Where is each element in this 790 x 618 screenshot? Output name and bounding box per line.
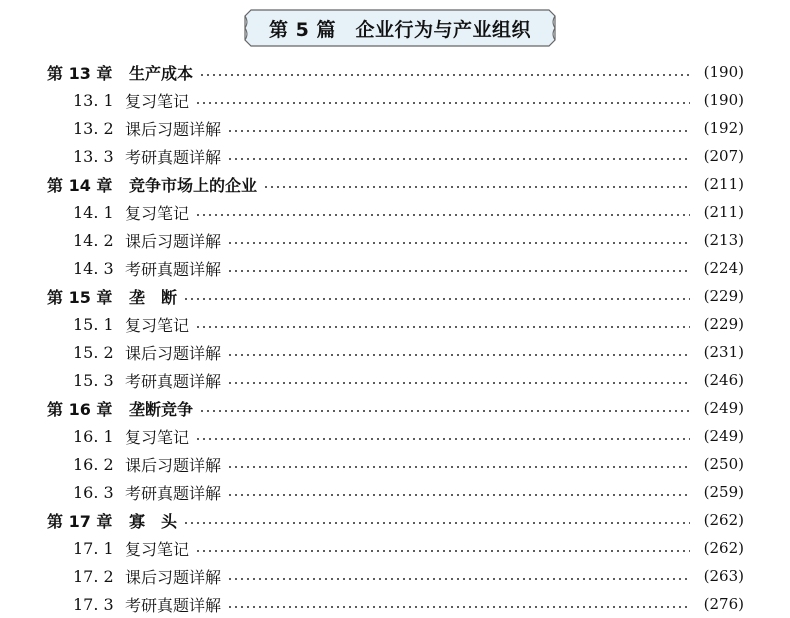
toc-chapter-row[interactable] [0,282,790,310]
dot-leader [227,158,690,160]
toc-entry-number: 16. 2 [73,454,114,474]
toc-entry-title: 课后习题详解 [125,231,222,251]
toc-entry-number: 第 13 章 [47,63,113,83]
toc-entry-number: 第 17 章 [47,511,113,531]
toc-chapter-row[interactable] [0,394,790,422]
toc-entry-number: 第 15 章 [47,287,113,307]
toc-entry-title: 复习笔记 [125,91,190,111]
toc-entry-title: 考研真题详解 [125,483,222,503]
dot-leader [183,298,690,300]
toc-page-number: (262) [703,511,744,529]
toc-entry-number: 17. 2 [73,566,114,586]
toc-section-row[interactable] [0,562,790,590]
toc-entry-title: 课后习题详解 [125,455,222,475]
toc-section-row[interactable] [0,86,790,114]
dot-leader [263,186,690,188]
toc-entry-title: 课后习题详解 [125,567,222,587]
toc-entry-number: 14. 2 [73,230,114,250]
toc-entry-number: 14. 3 [73,258,114,278]
dot-leader [227,130,690,132]
toc-entry-number: 13. 1 [73,90,114,110]
toc-section-row[interactable] [0,310,790,338]
dot-leader [183,522,690,524]
dot-leader [227,494,690,496]
toc-page-number: (249) [703,427,744,445]
toc-entry-title: 垄 断 [129,287,178,307]
dot-leader [227,382,690,384]
toc-entry-number: 15. 2 [73,342,114,362]
toc-section-row[interactable] [0,198,790,226]
toc-entry-title: 考研真题详解 [125,259,222,279]
toc-entry-number: 第 14 章 [47,175,113,195]
toc-page-number: (246) [703,371,744,389]
toc-chapter-row[interactable] [0,170,790,198]
toc-entry-number: 17. 3 [73,594,114,614]
toc-entry-title: 复习笔记 [125,427,190,447]
toc-entry-number: 15. 3 [73,370,114,390]
toc-entry-title: 复习笔记 [125,539,190,559]
toc-page-number: (213) [703,231,744,249]
toc-section-row[interactable] [0,422,790,450]
toc-entry-number: 14. 1 [73,202,114,222]
dot-leader [195,214,690,216]
toc-entry-title: 竞争市场上的企业 [129,175,258,195]
toc-section-row[interactable] [0,338,790,366]
dot-leader [227,466,690,468]
toc-section-row[interactable] [0,226,790,254]
part-header [243,8,557,48]
toc-page-number: (190) [703,63,744,81]
toc-page-number: (263) [703,567,744,585]
dot-leader [227,578,690,580]
toc-entry-title: 课后习题详解 [125,343,222,363]
toc-entry-number: 16. 1 [73,426,114,446]
toc-entry-title: 考研真题详解 [125,147,222,167]
toc-entry-number: 17. 1 [73,538,114,558]
dot-leader [195,438,690,440]
toc-entry-title: 复习笔记 [125,203,190,223]
dot-leader [195,102,690,104]
toc-entry-title: 考研真题详解 [125,371,222,391]
toc-entry-title: 课后习题详解 [125,119,222,139]
toc-page-number: (207) [703,147,744,165]
part-title: 第 5 篇 企业行为与产业组织 [269,18,531,41]
toc-entry-title: 寡 头 [129,511,178,531]
toc-page-number: (276) [703,595,744,613]
toc-section-row[interactable] [0,142,790,170]
toc-entry-number: 第 16 章 [47,399,113,419]
toc-entry-number: 15. 1 [73,314,114,334]
dot-leader [195,326,690,328]
dot-leader [227,354,690,356]
toc-page-number: (249) [703,399,744,417]
dot-leader [199,74,690,76]
toc-entry-title: 复习笔记 [125,315,190,335]
toc-section-row[interactable] [0,254,790,282]
toc-chapter-row[interactable] [0,506,790,534]
toc-section-row[interactable] [0,114,790,142]
toc-page-number: (211) [703,203,744,221]
toc-page-number: (224) [703,259,744,277]
toc-entry-number: 13. 3 [73,146,114,166]
dot-leader [195,550,690,552]
toc-entry-title: 垄断竞争 [129,399,194,419]
toc-page-number: (190) [703,91,744,109]
toc-page-number: (192) [703,119,744,137]
toc-entry-number: 13. 2 [73,118,114,138]
toc-page-number: (231) [703,343,744,361]
toc-section-row[interactable] [0,366,790,394]
toc-page-number: (211) [703,175,744,193]
toc-entry-number: 16. 3 [73,482,114,502]
toc-section-row[interactable] [0,534,790,562]
toc-entry-title: 生产成本 [129,63,194,83]
toc-section-row[interactable] [0,450,790,478]
toc-page-number: (259) [703,483,744,501]
toc-section-row[interactable] [0,478,790,506]
dot-leader [227,606,690,608]
toc-entry-title: 考研真题详解 [125,595,222,615]
toc-page-number: (262) [703,539,744,557]
dot-leader [199,410,690,412]
dot-leader [227,270,690,272]
toc-page-number: (250) [703,455,744,473]
toc-chapter-row[interactable] [0,58,790,86]
dot-leader [227,242,690,244]
toc-page-number: (229) [703,287,744,305]
toc-page-number: (229) [703,315,744,333]
